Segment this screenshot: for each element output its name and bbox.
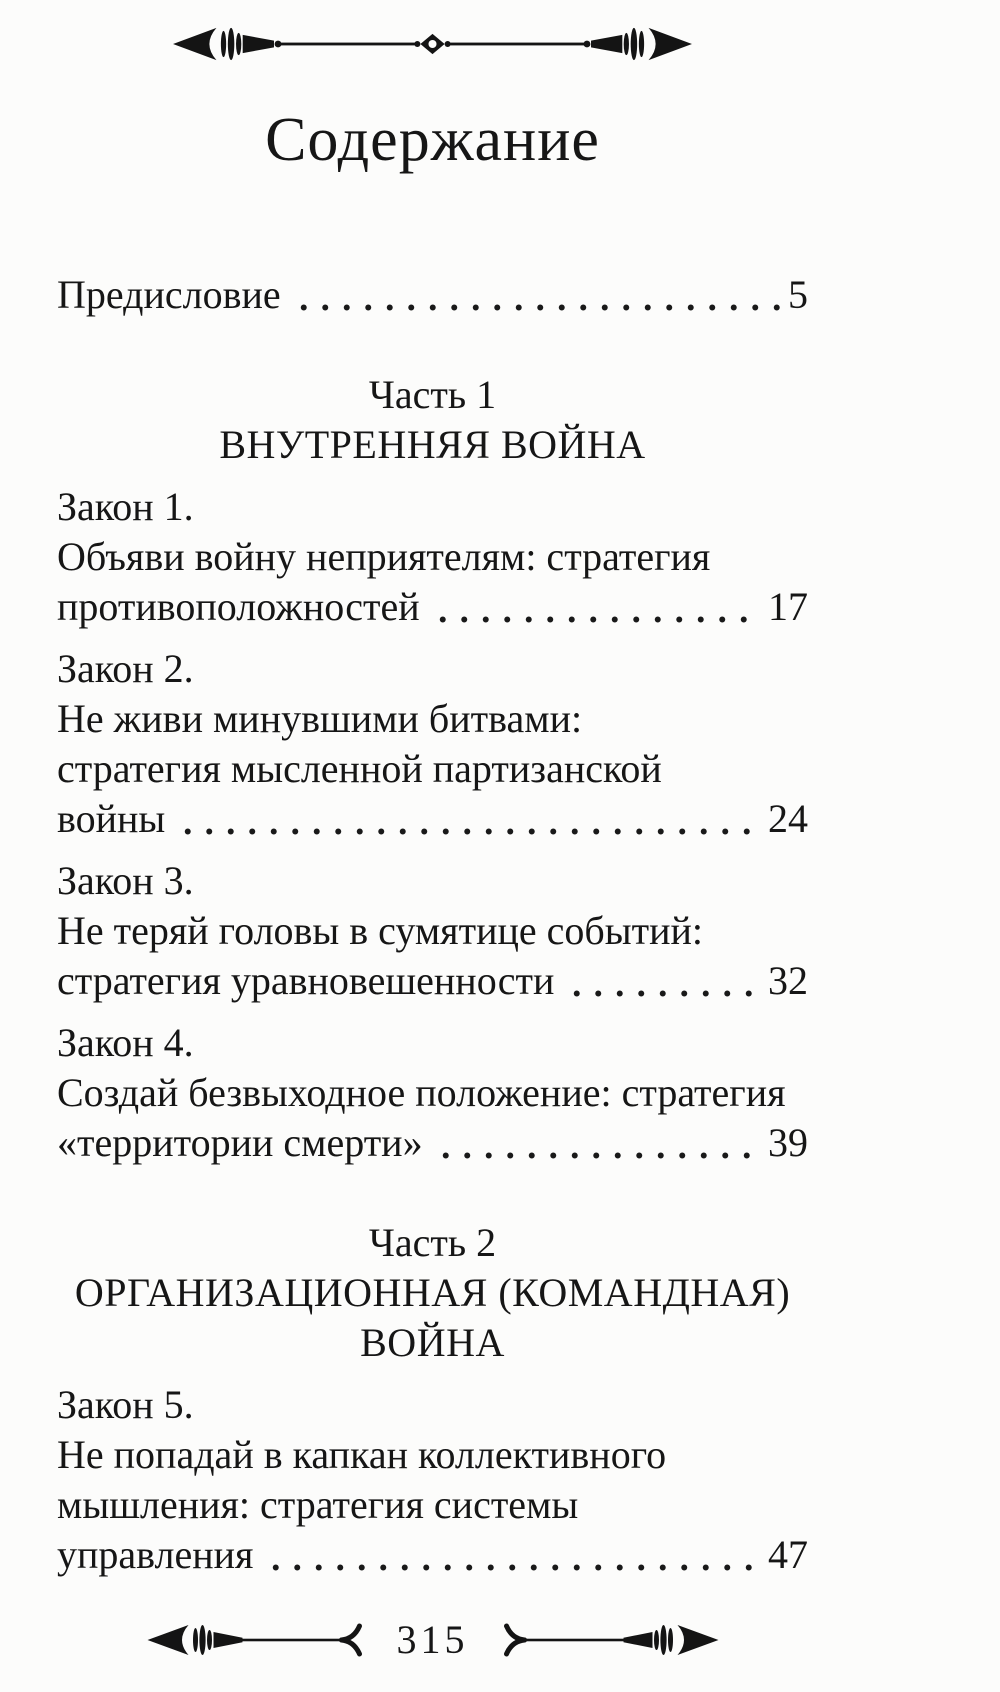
toc-page-number: 47 (768, 1532, 808, 1577)
dot-leader (432, 615, 762, 624)
entry-tail: «территории смерти» (57, 1120, 423, 1165)
toc-page-number: 5 (788, 272, 808, 317)
law-label: Закон 2. (57, 646, 194, 691)
entry-tail: стратегия уравновешенности (57, 958, 555, 1003)
toc-page-number: 17 (768, 584, 808, 629)
entry-line: Не теряй головы в сумятице событий: (57, 908, 704, 953)
toc-entry-law-3 (57, 856, 808, 1006)
toc-entry-preface (57, 270, 808, 320)
entry-last-line (57, 956, 808, 1006)
entry-line: стратегия мысленной партизанской (57, 746, 662, 791)
toc-page-number: 24 (768, 796, 808, 841)
entry-last-line (57, 1530, 808, 1580)
spear-rule-right-icon (495, 1618, 723, 1662)
entry-line: Объяви войну неприятелям: стратегия (57, 534, 711, 579)
part-title: ОРГАНИЗАЦИОННАЯ (КОМАНДНАЯ) ВОЙНА (74, 1270, 791, 1365)
toc-entry-law-1 (57, 482, 808, 632)
law-label: Закон 1. (57, 484, 194, 529)
law-label: Закон 5. (57, 1382, 194, 1427)
toc-entry-label: Предисловие (57, 272, 281, 317)
entry-line: Не живи минувшими битвами: (57, 696, 583, 741)
part-heading-2 (57, 1218, 808, 1368)
table-of-contents (57, 172, 808, 1580)
law-label: Закон 3. (57, 858, 194, 903)
dot-leader (177, 827, 762, 836)
entry-line: Не попадай в капкан коллективного (57, 1432, 667, 1477)
toc-entry-law-4 (57, 1018, 808, 1168)
page-footer (57, 1618, 808, 1662)
entry-line: Создай безвыходное положение: стратегия (57, 1070, 786, 1115)
entry-line: мышления: стратегия системы (57, 1482, 579, 1527)
part-label: Часть 2 (368, 1220, 497, 1265)
entry-last-line (57, 794, 808, 844)
entry-tail: управления (57, 1532, 254, 1577)
part-title: ВНУТРЕННЯЯ ВОЙНА (219, 422, 646, 467)
dot-leader (265, 1563, 762, 1572)
toc-entry-law-5 (57, 1380, 808, 1580)
law-label: Закон 4. (57, 1020, 194, 1065)
toc-entry-law-2 (57, 644, 808, 844)
dot-leader (293, 303, 782, 312)
dot-leader (566, 989, 762, 998)
toc-page-number: 32 (768, 958, 808, 1003)
page-title: Содержание (265, 106, 600, 174)
part-heading-1 (57, 370, 808, 470)
dot-leader (435, 1151, 762, 1160)
entry-tail: войны (57, 796, 166, 841)
part-label: Часть 1 (368, 372, 497, 417)
entry-last-line (57, 1118, 808, 1168)
spear-rule-left-icon (143, 1618, 371, 1662)
folio-page-number: 315 (396, 1617, 469, 1662)
top-ornament (57, 22, 808, 66)
entry-last-line (57, 582, 808, 632)
spear-rule-icon (170, 22, 695, 66)
entry-tail: противоположностей (57, 584, 420, 629)
toc-page-number: 39 (768, 1120, 808, 1165)
